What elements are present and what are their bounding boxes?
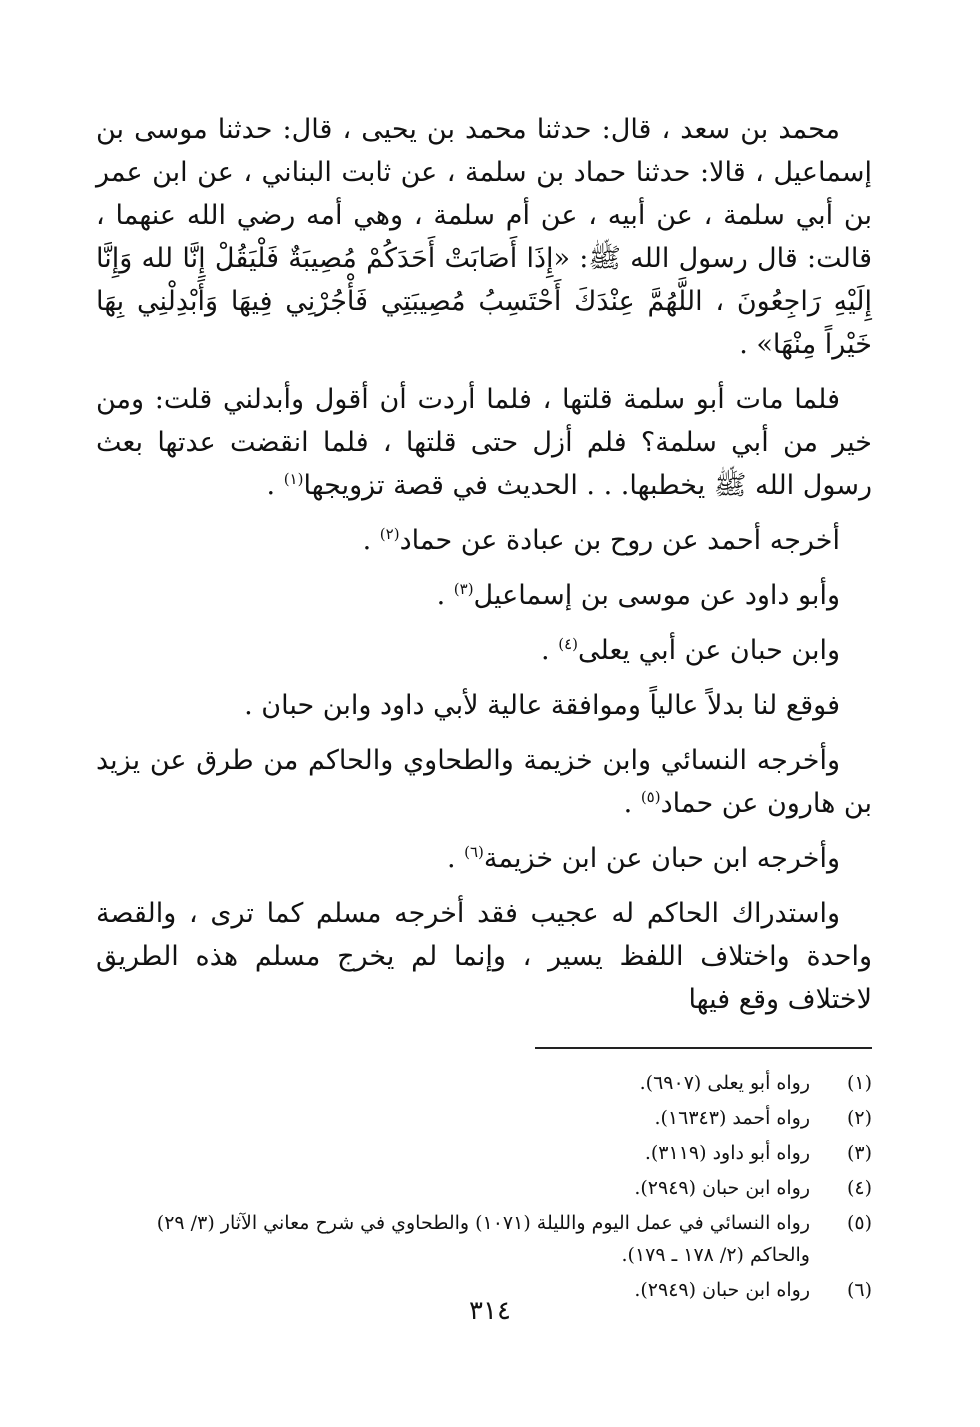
paragraph-text: وابن حبان عن أبي يعلى <box>578 635 840 666</box>
paragraph-hakim <box>96 892 872 1021</box>
footnote-text: رواه أحمد (١٦٣٤٣). <box>654 1107 810 1129</box>
paragraph-text: واستدراك الحاكم له عجيب فقد أخرجه مسلم كما ترى ، والقصة واحدة واختلاف اللفظ يسير ، وإنما لم يخرج مسلم هذه الطريق لاختلاف وقع فيها <box>96 898 872 1015</box>
footnote-ref[interactable]: (٦) <box>464 843 484 861</box>
footnote-number: (١) <box>846 1072 872 1094</box>
footnote-text: رواه ابن حبان (٢٩٤٩). <box>634 1279 810 1301</box>
paragraph-text: وأخرجه ابن حبان عن ابن خزيمة <box>483 843 840 874</box>
paragraph-text: أخرجه أحمد عن روح بن عبادة عن حماد <box>399 525 840 556</box>
paragraph-abudawud: وأبو داود عن موسى بن إسماعيل$^{(٣)}$ . <box>436 580 840 611</box>
footnote-ref[interactable]: (١) <box>283 470 304 488</box>
footnote-item <box>96 1102 872 1134</box>
footnote-number: (٦) <box>846 1279 872 1301</box>
footnote-item <box>96 1172 872 1204</box>
footnote-text: رواه ابن حبان (٢٩٤٩). <box>634 1177 810 1199</box>
footnote-item <box>96 1207 872 1271</box>
paragraph-isnad <box>96 108 872 366</box>
footnote-ref[interactable]: (٤) <box>558 635 578 653</box>
paragraph-nasai: وأخرجه النسائي وابن خزيمة والطحاوي والحاكم من طرق عن يزيد بن هارون عن حماد$^{(٥)}$ . <box>96 745 872 819</box>
footnote-text: رواه أبو يعلى (٦٩٠٧). <box>639 1072 810 1094</box>
paragraph-text: محمد بن سعد ، قال: حدثنا محمد بن يحيى ، قال: حدثنا موسى بن إسماعيل ، قالا: حدثنا حماد بن سلمة ، عن ثابت البناني ، عن ابن عمر بن أبي سلمة ، عن أبيه ، عن أم سلمة ، وهي أمه رضي الله عنهما ، قالت: قال رسول الله ﷺ: «إِذَا أَصَابَتْ أَحَدَكُمْ مُصِيبَةٌ فَلْيَقُلْ إِنَّا لله وَإِنَّا إِلَيْهِ رَاجِعُونَ ، اللَّهُمَّ عِنْدَكَ أَحْتَسِبُ مُصِيبَتِي فَأْجُرْنِي فِيهَا وَأَبْدِلْنِي بِهَا خَيْراً مِنْهَا» . <box>96 114 872 360</box>
footnote-number: (٥) <box>846 1212 872 1234</box>
footnote-ref[interactable]: (٣) <box>453 580 474 598</box>
footnotes <box>96 1067 872 1306</box>
footnote-number: (٤) <box>846 1177 872 1199</box>
paragraph-text: وأبو داود عن موسى بن إسماعيل <box>473 580 840 611</box>
footnote-text: رواه النسائي في عمل اليوم والليلة (١٠٧١) والطحاوي في شرح معاني الآثار (٣/ ٢٩) والحاكم (٢/ ١٧٨ ـ ١٧٩). <box>156 1212 810 1266</box>
paragraph-ibnkhuzaymah: وأخرجه ابن حبان عن ابن خزيمة$^{(٦)}$ . <box>446 843 840 874</box>
paragraph-badal <box>96 684 872 727</box>
footnote-text: رواه أبو داود (٣١١٩). <box>644 1142 810 1164</box>
page-number: ٣١٤ <box>469 1296 511 1326</box>
footnote-item <box>96 1137 872 1169</box>
paragraph-text: فوقع لنا بدلاً عالياً وموافقة عالية لأبي داود وابن حبان . <box>244 690 840 721</box>
paragraph-text: وأخرجه النسائي وابن خزيمة والطحاوي والحاكم من طرق عن يزيد بن هارون عن حماد <box>96 745 872 819</box>
paragraph-ahmad: أخرجه أحمد عن روح بن عبادة عن حماد$^{(٢)}$ . <box>362 525 840 556</box>
paragraph-ibnhibban: وابن حبان عن أبي يعلى$^{(٤)}$ . <box>541 635 840 666</box>
footnote-separator <box>535 1047 872 1049</box>
page-body <box>96 108 872 1309</box>
footnote-number: (٣) <box>846 1142 872 1164</box>
paragraph-text: فلما مات أبو سلمة قلتها ، فلما أردت أن أقول وأبدلني قلت: ومن خير من أبي سلمة؟ فلم أزل حتى قلتها ، فلما انقضت عدتها بعث رسول الله ﷺ يخطبها. . . الحديث في قصة تزويجها <box>96 384 872 501</box>
footnote-number: (٢) <box>846 1107 872 1129</box>
footnote-item <box>96 1067 872 1099</box>
paragraph-story: فلما مات أبو سلمة قلتها ، فلما أردت أن أقول وأبدلني قلت: ومن خير من أبي سلمة؟ فلم أزل حتى قلتها ، فلما انقضت عدتها بعث رسول الله ﷺ يخطبها. . . الحديث في قصة تزويجها$^{(١)}$ . <box>96 384 872 501</box>
footnote-ref[interactable]: (٥) <box>640 788 661 806</box>
footnote-ref[interactable]: (٢) <box>379 525 400 543</box>
